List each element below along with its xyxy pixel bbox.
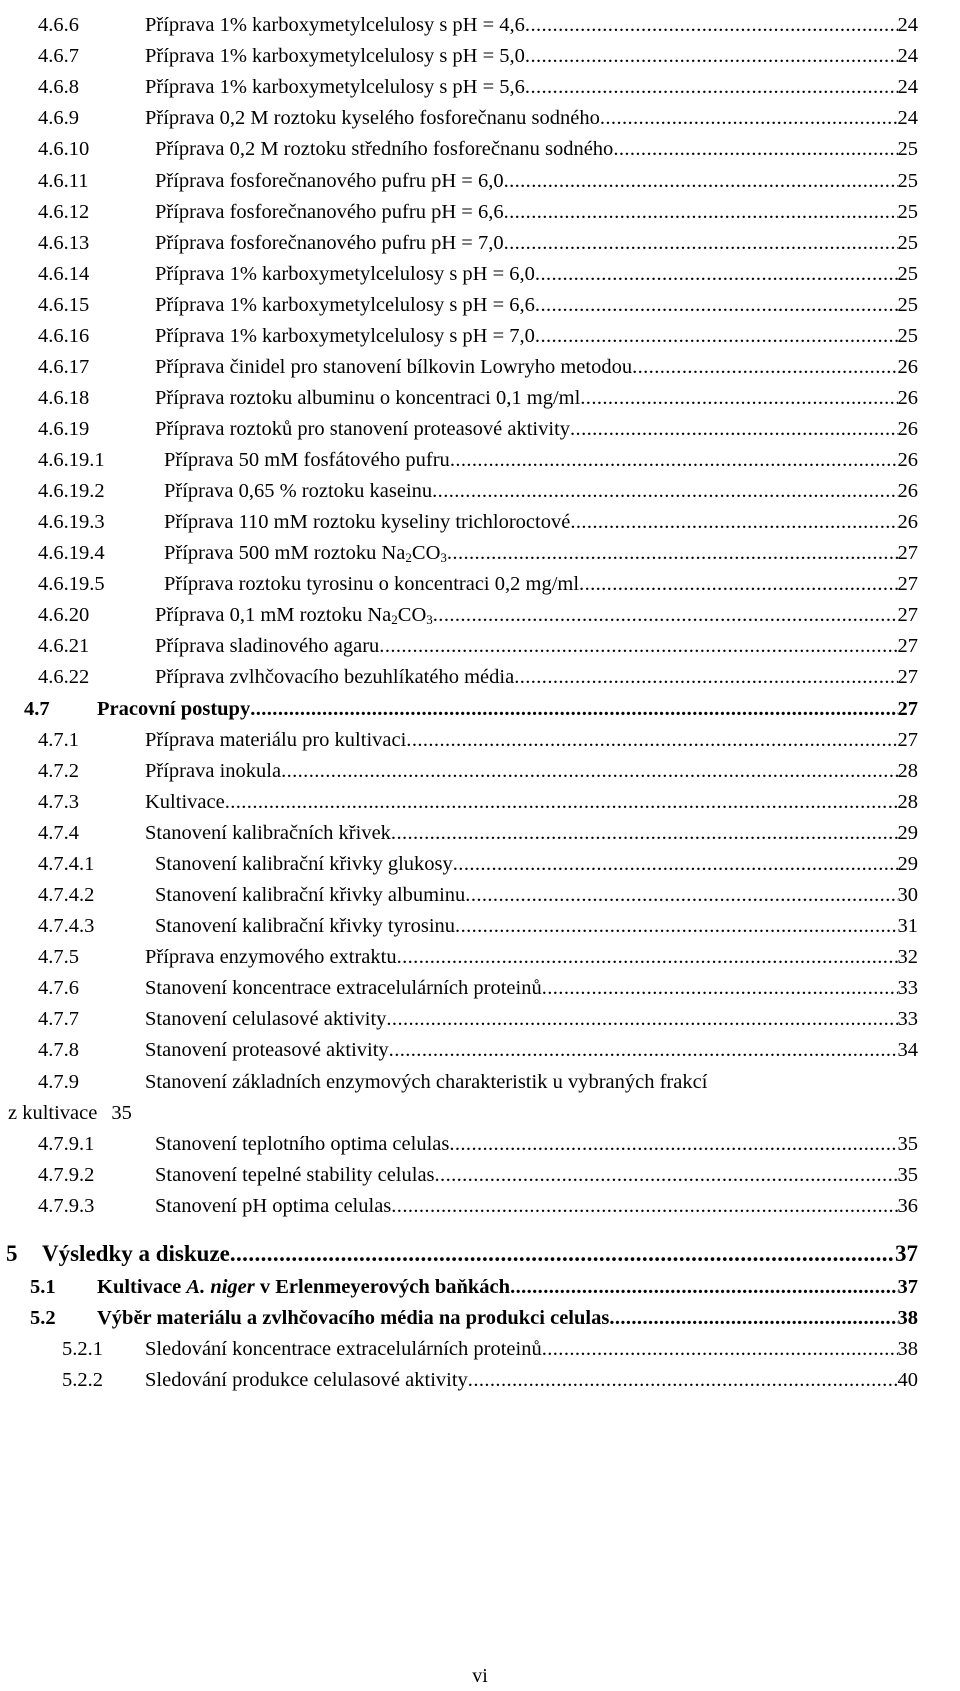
toc-entry-number: 4.6.19.5: [38, 573, 105, 595]
leader-dots: [535, 259, 898, 289]
toc-entry-4-7-8[interactable]: [38, 1035, 918, 1065]
toc-entry-title: Stanovení koncentrace extracelulárních proteinů: [145, 977, 542, 999]
toc-entry-title: Kultivace A. niger v Erlenmeyerových baňkách: [97, 1276, 511, 1298]
toc-entry-number: 4.6.15: [38, 294, 90, 316]
toc-entry-page: 33: [897, 1008, 918, 1030]
toc-entry-5-2-1[interactable]: [62, 1334, 918, 1364]
leader-dots: [225, 787, 898, 817]
leader-dots: [542, 973, 898, 1003]
toc-entry-4-7-4[interactable]: [38, 818, 918, 848]
leader-dots: [397, 942, 898, 972]
toc-entry-number: 4.7.4: [38, 822, 79, 844]
toc-entry-number: 4.6.14: [38, 263, 90, 285]
toc-entry-number: 4.7.9.3: [38, 1195, 95, 1217]
leader-dots: [406, 725, 897, 755]
toc-entry-4-6-18[interactable]: [38, 383, 918, 413]
toc-entry-number: 4.6.19.4: [38, 542, 105, 564]
toc-entry-title: Příprava 0,2 M roztoku kyselého fosforečnanu sodného: [145, 107, 600, 129]
toc-entry-page: 25: [897, 294, 918, 316]
toc-entry-number: 4.6.17: [38, 356, 90, 378]
toc-entry-page: 25: [897, 138, 918, 160]
toc-entry-page: 27: [897, 573, 918, 595]
leader-dots: [449, 1129, 897, 1159]
toc-entry-title: Stanovení teplotního optima celulas: [155, 1133, 450, 1155]
toc-entry-page: 26: [897, 418, 918, 440]
toc-entry-page: 27: [897, 604, 918, 626]
leader-dots: [447, 538, 898, 568]
toc-entry-4-7-9-1[interactable]: [38, 1129, 918, 1159]
toc-entry-4-7-5[interactable]: [38, 942, 918, 972]
toc-entry-title: Příprava 500 mM roztoku $Na_2CO_3$: [164, 542, 447, 565]
toc-entry-title: Výběr materiálu a zvlhčovacího média na produkci celulas: [97, 1307, 610, 1329]
toc-entry-page: 37: [895, 1241, 918, 1266]
toc-entry-number: 5.1: [30, 1276, 56, 1298]
toc-entry-page: 30: [897, 884, 918, 906]
toc-entry-number: 4.6.8: [38, 76, 79, 98]
leader-dots: [579, 569, 897, 599]
toc-entry-number: 4.6.20: [38, 604, 90, 626]
toc-entry-number: 4.7: [24, 698, 50, 720]
toc-entry-number: 4.7.5: [38, 946, 79, 968]
toc-entry-4-6-15[interactable]: [38, 290, 918, 320]
toc-entry-number: 4.6.22: [38, 666, 90, 688]
toc-entry-page: 25: [897, 232, 918, 254]
toc-entry-4-7-4-2[interactable]: [38, 880, 918, 910]
toc-entry-4-6-13[interactable]: [38, 228, 918, 258]
toc-entry-page: 25: [897, 170, 918, 192]
toc-entry-title: Stanovení tepelné stability celulas: [155, 1164, 435, 1186]
toc-entry-title: Stanovení kalibrační křivky tyrosinu: [155, 915, 456, 937]
toc-entry-4-6-10[interactable]: [38, 134, 918, 164]
toc-entry-4-6-19-2[interactable]: [38, 476, 918, 506]
leader-dots: [600, 103, 898, 133]
toc-entry-title: Stanovení kalibrační křivky albuminu: [155, 884, 466, 906]
toc-entry-title: Příprava 0,65 % roztoku kaseinu: [164, 480, 433, 502]
toc-entry-title: Příprava 50 mM fosfátového pufru: [164, 449, 450, 471]
toc-entry-4-6-20[interactable]: [38, 600, 918, 630]
toc-entry-5[interactable]: [6, 1239, 918, 1269]
toc-entry-number: 4.7.4.1: [38, 853, 95, 875]
toc-entry-page: 25: [897, 325, 918, 347]
leader-dots: [504, 228, 898, 258]
toc-entry-title: Stanovení pH optima celulas: [155, 1195, 392, 1217]
toc-entry-page: 37: [897, 1276, 918, 1298]
toc-entry-number: 4.7.8: [38, 1039, 79, 1061]
toc-entry-page: 26: [897, 387, 918, 409]
toc-entry-page: 25: [897, 201, 918, 223]
toc-entry-4-6-6[interactable]: [38, 10, 918, 40]
leader-dots: [230, 1239, 895, 1269]
toc-entry-title: Příprava inokula: [145, 760, 282, 782]
toc-entry-page: 35: [111, 1102, 132, 1124]
toc-entry-number: 4.6.19.3: [38, 511, 105, 533]
toc-entry-number: 5.2.1: [62, 1338, 103, 1360]
toc-entry-number: 5.2.2: [62, 1369, 103, 1391]
toc-entry-page: 29: [897, 822, 918, 844]
leader-dots: [580, 383, 897, 413]
toc-entry-4-7-7[interactable]: [38, 1004, 918, 1034]
toc-entry-title-continuation: z kultivace: [8, 1102, 98, 1124]
leader-dots: [535, 321, 898, 351]
toc-entry-title: Příprava roztoku tyrosinu o koncentraci 0,2 mg/ml: [164, 573, 580, 595]
toc-entry-title: Příprava činidel pro stanovení bílkovin Lowryho metodou: [155, 356, 633, 378]
toc-entry-4-6-19-5[interactable]: [38, 569, 918, 599]
toc-entry-4-6-14[interactable]: [38, 259, 918, 289]
toc-entry-page: 35: [897, 1133, 918, 1155]
toc-entry-4-7-9-continuation: [8, 1098, 132, 1128]
toc-entry-page: 24: [897, 76, 918, 98]
toc-entry-page: 26: [897, 480, 918, 502]
toc-entry-number: 4.6.11: [38, 170, 89, 192]
toc-entry-number: 4.6.12: [38, 201, 90, 223]
toc-entry-number: 4.6.9: [38, 107, 79, 129]
toc-entry-page: 26: [897, 449, 918, 471]
toc-entry-5-2-2[interactable]: [62, 1365, 918, 1395]
leader-dots: [391, 1191, 897, 1221]
toc-entry-title: Příprava 1% karboxymetylcelulosy s pH = 7,0: [155, 325, 535, 347]
leader-dots: [514, 662, 897, 692]
toc-entry-4-7-3[interactable]: [38, 787, 918, 817]
toc-entry-title: Stanovení kalibračních křivek: [145, 822, 391, 844]
toc-entry-title: Příprava zvlhčovacího bezuhlíkatého média: [155, 666, 515, 688]
toc-entry-page: 26: [897, 356, 918, 378]
toc-entry-title: Příprava 110 mM roztoku kyseliny trichloroctové: [164, 511, 571, 533]
toc-entry-title: Pracovní postupy: [97, 698, 251, 720]
toc-entry-title: Příprava 1% karboxymetylcelulosy s pH = 6,6: [155, 294, 535, 316]
toc-entry-page: 28: [897, 760, 918, 782]
toc-entry-page: 24: [897, 14, 918, 36]
toc-entry-number: 4.7.2: [38, 760, 79, 782]
toc-entry-number: 4.6.10: [38, 138, 90, 160]
toc-entry-title: Stanovení základních enzymových charakteristik u vybraných frakcí: [145, 1071, 708, 1093]
toc-entry-4-6-19-3[interactable]: [38, 507, 918, 537]
toc-entry-page: 35: [897, 1164, 918, 1186]
leader-dots: [525, 41, 898, 71]
toc-entry-4-6-19-1[interactable]: [38, 445, 918, 475]
toc-entry-page: 24: [897, 107, 918, 129]
toc-entry-title: Příprava fosforečnanového pufru pH = 7,0: [155, 232, 504, 254]
toc-entry-page: 38: [897, 1338, 918, 1360]
toc-entry-4-6-12[interactable]: [38, 197, 918, 227]
toc-entry-4-6-7[interactable]: [38, 41, 918, 71]
toc-entry-number: 4.7.4.3: [38, 915, 95, 937]
toc-entry-page: 27: [897, 635, 918, 657]
toc-entry-page: 38: [897, 1307, 918, 1329]
toc-entry-4-6-22[interactable]: [38, 662, 918, 692]
toc-entry-5-2[interactable]: [30, 1303, 918, 1333]
toc-entry-4-6-8[interactable]: [38, 72, 918, 102]
toc-entry-number: 5.2: [30, 1307, 56, 1329]
leader-dots: [632, 352, 897, 382]
toc-entry-number: 4.7.9: [38, 1071, 79, 1093]
toc-entry-page: 33: [897, 977, 918, 999]
toc-entry-4-6-19[interactable]: [38, 414, 918, 444]
toc-entry-4-7-4-3[interactable]: [38, 911, 918, 941]
leader-dots: [386, 1004, 897, 1034]
leader-dots: [542, 1334, 898, 1364]
toc-entry-number: 4.6.16: [38, 325, 90, 347]
toc-entry-page: 27: [897, 698, 918, 720]
toc-entry-title: Příprava roztoku albuminu o koncentraci 0,1 mg/ml: [155, 387, 581, 409]
toc-entry-number: 5: [6, 1241, 18, 1266]
toc-entry-page: 27: [897, 542, 918, 564]
toc-entry-number: 4.7.9.2: [38, 1164, 95, 1186]
leader-dots: [525, 10, 898, 40]
leader-dots: [570, 414, 897, 444]
toc-entry-page: 31: [897, 915, 918, 937]
toc-entry-page: 32: [897, 946, 918, 968]
toc-entry-4-7-2[interactable]: [38, 756, 918, 786]
leader-dots: [504, 197, 898, 227]
leader-dots: [570, 507, 897, 537]
toc-entry-title: Příprava 1% karboxymetylcelulosy s pH = 4,6: [145, 14, 525, 36]
leader-dots: [281, 756, 897, 786]
leader-dots: [391, 818, 898, 848]
toc-entry-number: 4.7.7: [38, 1008, 79, 1030]
toc-entry-title: Výsledky a diskuze: [42, 1241, 230, 1266]
toc-entry-4-6-11[interactable]: [38, 166, 918, 196]
toc-entry-page: 27: [897, 666, 918, 688]
toc-entry-4-6-21[interactable]: [38, 631, 918, 661]
toc-entry-4-7-4-1[interactable]: [38, 849, 918, 879]
toc-entry-number: 4.6.19: [38, 418, 90, 440]
toc-entry-number: 4.7.4.2: [38, 884, 95, 906]
toc-entry-title: Příprava materiálu pro kultivaci: [145, 729, 407, 751]
toc-entry-title: Příprava fosforečnanového pufru pH = 6,6: [155, 201, 504, 223]
toc-entry-4-7[interactable]: [24, 694, 918, 724]
toc-entry-number: 4.6.6: [38, 14, 79, 36]
toc-entry-title: Stanovení proteasové aktivity: [145, 1039, 389, 1061]
leader-dots: [609, 1303, 897, 1333]
toc-entry-title: Příprava 1% karboxymetylcelulosy s pH = 5,6: [145, 76, 525, 98]
toc-entry-title: Příprava enzymového extraktu: [145, 946, 397, 968]
toc-entry-number: 4.6.13: [38, 232, 90, 254]
toc-entry-4-6-9[interactable]: [38, 103, 918, 133]
toc-entry-title: Sledování produkce celulasové aktivity: [145, 1369, 468, 1391]
toc-entry-number: 4.6.19.2: [38, 480, 105, 502]
toc-entry-page: 34: [897, 1039, 918, 1061]
toc-entry-4-7-6[interactable]: [38, 973, 918, 1003]
toc-entry-number: 4.7.6: [38, 977, 79, 999]
toc-entry-page: 27: [897, 729, 918, 751]
toc-entry-title: Příprava roztoků pro stanovení proteasové aktivity: [155, 418, 571, 440]
leader-dots: [535, 290, 898, 320]
leader-dots: [435, 1160, 898, 1190]
toc-entry-4-7-9[interactable]: [38, 1067, 707, 1097]
toc-entry-title: Stanovení celulasové aktivity: [145, 1008, 387, 1030]
toc-entry-4-6-16[interactable]: [38, 321, 918, 351]
toc-entry-title: Příprava 0,2 M roztoku středního fosforečnanu sodného: [155, 138, 614, 160]
toc-entry-number: 4.7.3: [38, 791, 79, 813]
leader-dots: [432, 476, 897, 506]
leader-dots: [465, 880, 897, 910]
leader-dots: [379, 631, 897, 661]
toc-entry-title: Příprava sladinového agaru: [155, 635, 380, 657]
toc-entry-page: 36: [897, 1195, 918, 1217]
toc-entry-page: 25: [897, 263, 918, 285]
toc-entry-page: 40: [897, 1369, 918, 1391]
toc-entry-number: 4.7.9.1: [38, 1133, 95, 1155]
toc-entry-4-6-19-4[interactable]: [38, 538, 918, 568]
leader-dots: [455, 911, 897, 941]
leader-dots: [504, 166, 898, 196]
toc-entry-page: 24: [897, 45, 918, 67]
leader-dots: [453, 849, 898, 879]
toc-entry-page: 28: [897, 791, 918, 813]
leader-dots: [450, 445, 898, 475]
toc-entry-number: 4.6.19.1: [38, 449, 105, 471]
toc-entry-number: 4.6.7: [38, 45, 79, 67]
leader-dots: [250, 694, 897, 724]
toc-entry-page: 29: [897, 853, 918, 875]
toc-entry-title: Stanovení kalibrační křivky glukosy: [155, 853, 453, 875]
leader-dots: [468, 1365, 898, 1395]
toc-entry-number: 4.7.1: [38, 729, 79, 751]
leader-dots: [613, 134, 897, 164]
leader-dots: [433, 600, 898, 630]
toc-entry-number: 4.6.18: [38, 387, 90, 409]
leader-dots: [389, 1035, 898, 1065]
toc-entry-4-6-17[interactable]: [38, 352, 918, 382]
toc-entry-title: Příprava 0,1 mM roztoku $Na_2CO_3$: [155, 604, 433, 627]
page-number: vi: [472, 1665, 488, 1687]
toc-entry-title: Příprava 1% karboxymetylcelulosy s pH = 6,0: [155, 263, 535, 285]
leader-dots: [510, 1272, 897, 1302]
leader-dots: [525, 72, 898, 102]
toc-entry-title: Příprava 1% karboxymetylcelulosy s pH = 5,0: [145, 45, 525, 67]
toc-entry-page: 26: [897, 511, 918, 533]
toc-entry-title: Příprava fosforečnanového pufru pH = 6,0: [155, 170, 504, 192]
toc-entry-title: Sledování koncentrace extracelulárních proteinů: [145, 1338, 542, 1360]
toc-entry-title: Kultivace: [145, 791, 225, 813]
toc-entry-4-7-9-2[interactable]: [38, 1160, 918, 1190]
toc-entry-5-1[interactable]: [30, 1272, 918, 1302]
toc-entry-4-7-1[interactable]: [38, 725, 918, 755]
toc-entry-number: 4.6.21: [38, 635, 90, 657]
toc-entry-4-7-9-3[interactable]: [38, 1191, 918, 1221]
